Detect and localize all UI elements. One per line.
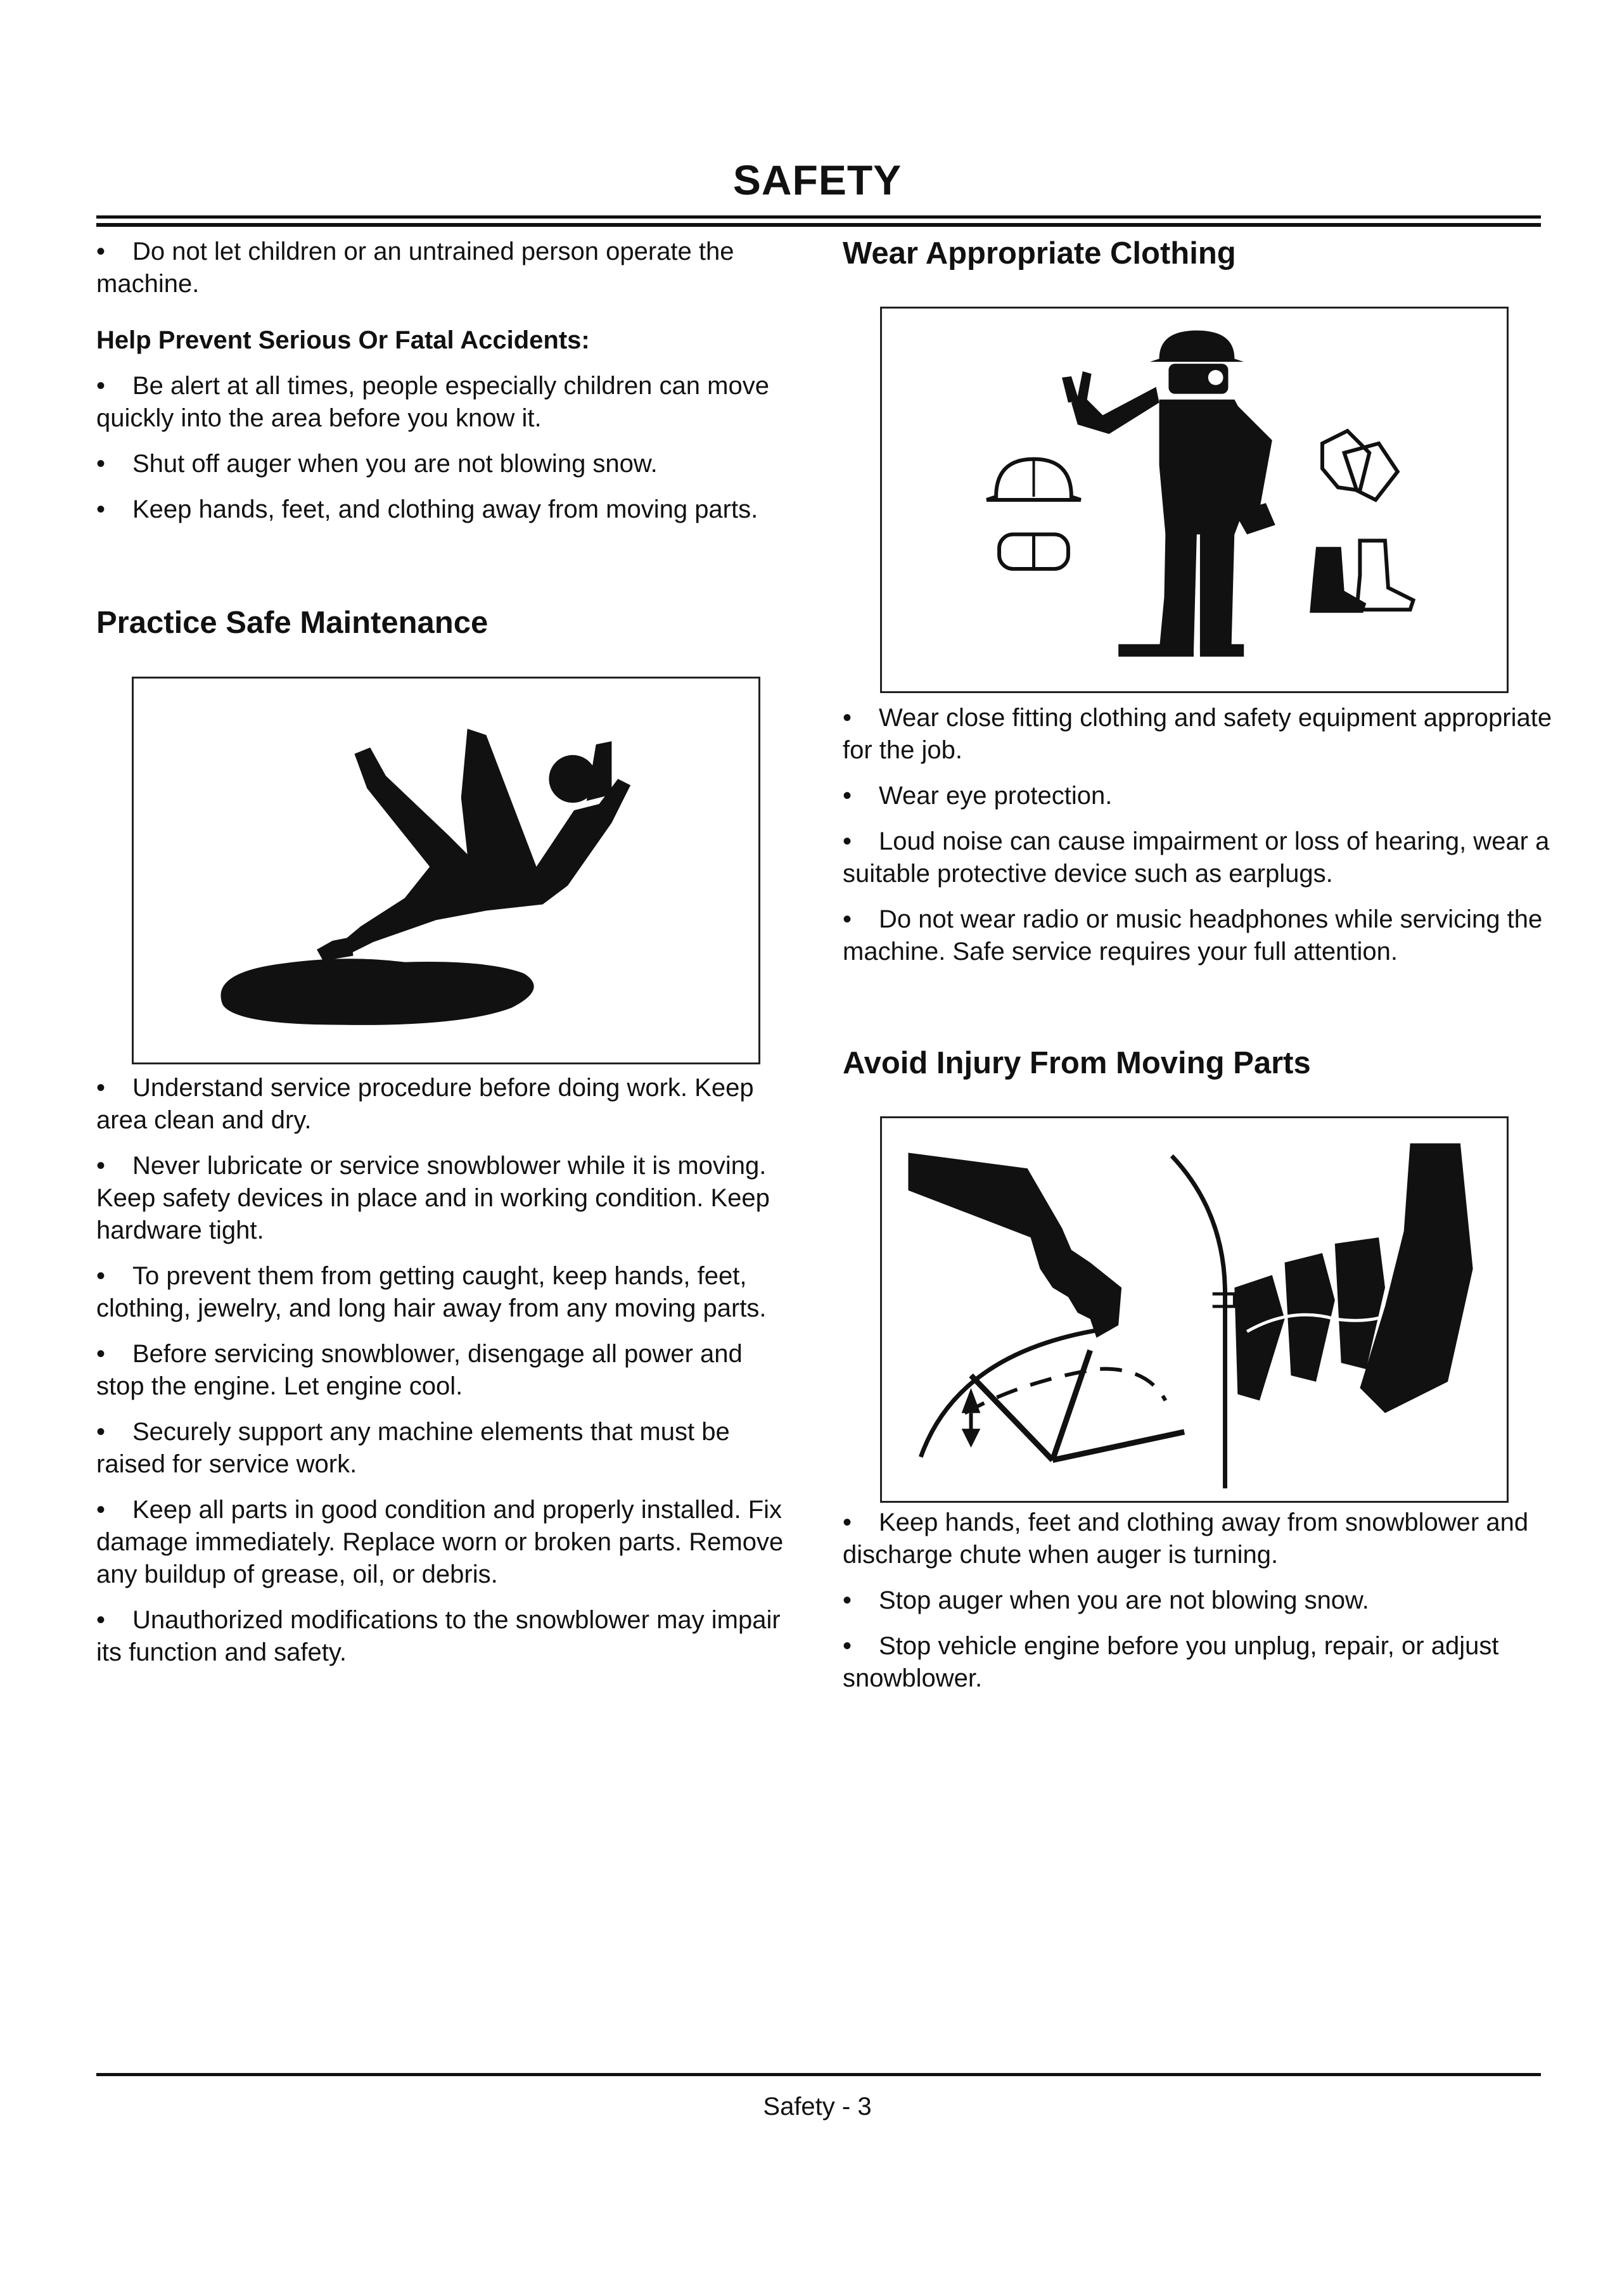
list-item: • Stop vehicle engine before you unplug, repair, or adjust snowblower. [843,1632,1499,1692]
footer-rule [96,2073,1541,2076]
list-item: • Keep all parts in good condition and properly installed. Fix damage immediately. Replace worn or broken parts. Remove any buildup of grease, oil, or debris. [96,1496,784,1588]
list-item: • Stop auger when you are not blowing snow. [843,1586,1369,1614]
list-item: • Understand service procedure before doing work. Keep area clean and dry. [96,1074,754,1134]
maintenance-list [96,1072,793,1682]
list-item: • Wear eye protection. [843,782,1113,810]
bullet: • [96,238,106,265]
list-item: • Before servicing snowblower, disengage all power and stop the engine. Let engine cool. [96,1340,743,1400]
page-footer: Safety - 3 [763,2093,872,2121]
page-title: SAFETY [732,156,902,203]
list-item: • Wear close fitting clothing and safety equipment appropriate for the job. [843,704,1552,764]
list-item: • Do not wear radio or music headphones while servicing the machine. Safe service requires your full attention. [843,905,1543,966]
list-item: • Keep hands, feet, and clothing away from moving parts. [96,495,758,523]
title-rule-thick [96,223,1541,227]
left-top-section [96,236,793,539]
moving-parts-hazard-icon [880,1116,1509,1503]
slip-fall-icon [132,677,760,1064]
list-item: • Shut off auger when you are not blowing snow. [96,450,658,478]
list-item: • Loud noise can cause impairment or loss of hearing, wear a suitable protective device such as earplugs. [843,827,1550,888]
list-item: • Securely support any machine elements that must be raised for service work. [96,1418,730,1478]
moving-parts-list [843,1507,1552,1708]
list-item: • Do not let children or an untrained person operate the machine. [96,236,793,300]
moving-parts-illustration [882,1118,1507,1501]
moving-parts-heading: Avoid Injury From Moving Parts [843,1046,1311,1080]
title-rule-thin [96,215,1541,219]
list-item: • Keep hands, feet and clothing away from snowblower and discharge chute when auger is turning. [843,1508,1529,1569]
clothing-heading: Wear Appropriate Clothing [843,236,1236,271]
slip-fall-illustration [134,679,758,1062]
list-item: • To prevent them from getting caught, keep hands, feet, clothing, jewelry, and long hair away from any moving parts. [96,1262,767,1322]
protective-equipment-illustration [882,309,1507,691]
clothing-list [843,702,1552,981]
accident-subheading: Help Prevent Serious Or Fatal Accidents: [96,326,590,354]
list-item: • Be alert at all times, people especially children can move quickly into the area before you know it. [96,372,769,432]
protective-equipment-icon [880,307,1509,693]
list-item: • Never lubricate or service snowblower while it is moving. Keep safety devices in place and in working condition. Keep hardware tight. [96,1152,770,1244]
maintenance-heading: Practice Safe Maintenance [96,606,489,640]
list-item: • Unauthorized modifications to the snowblower may impair its function and safety. [96,1606,781,1666]
